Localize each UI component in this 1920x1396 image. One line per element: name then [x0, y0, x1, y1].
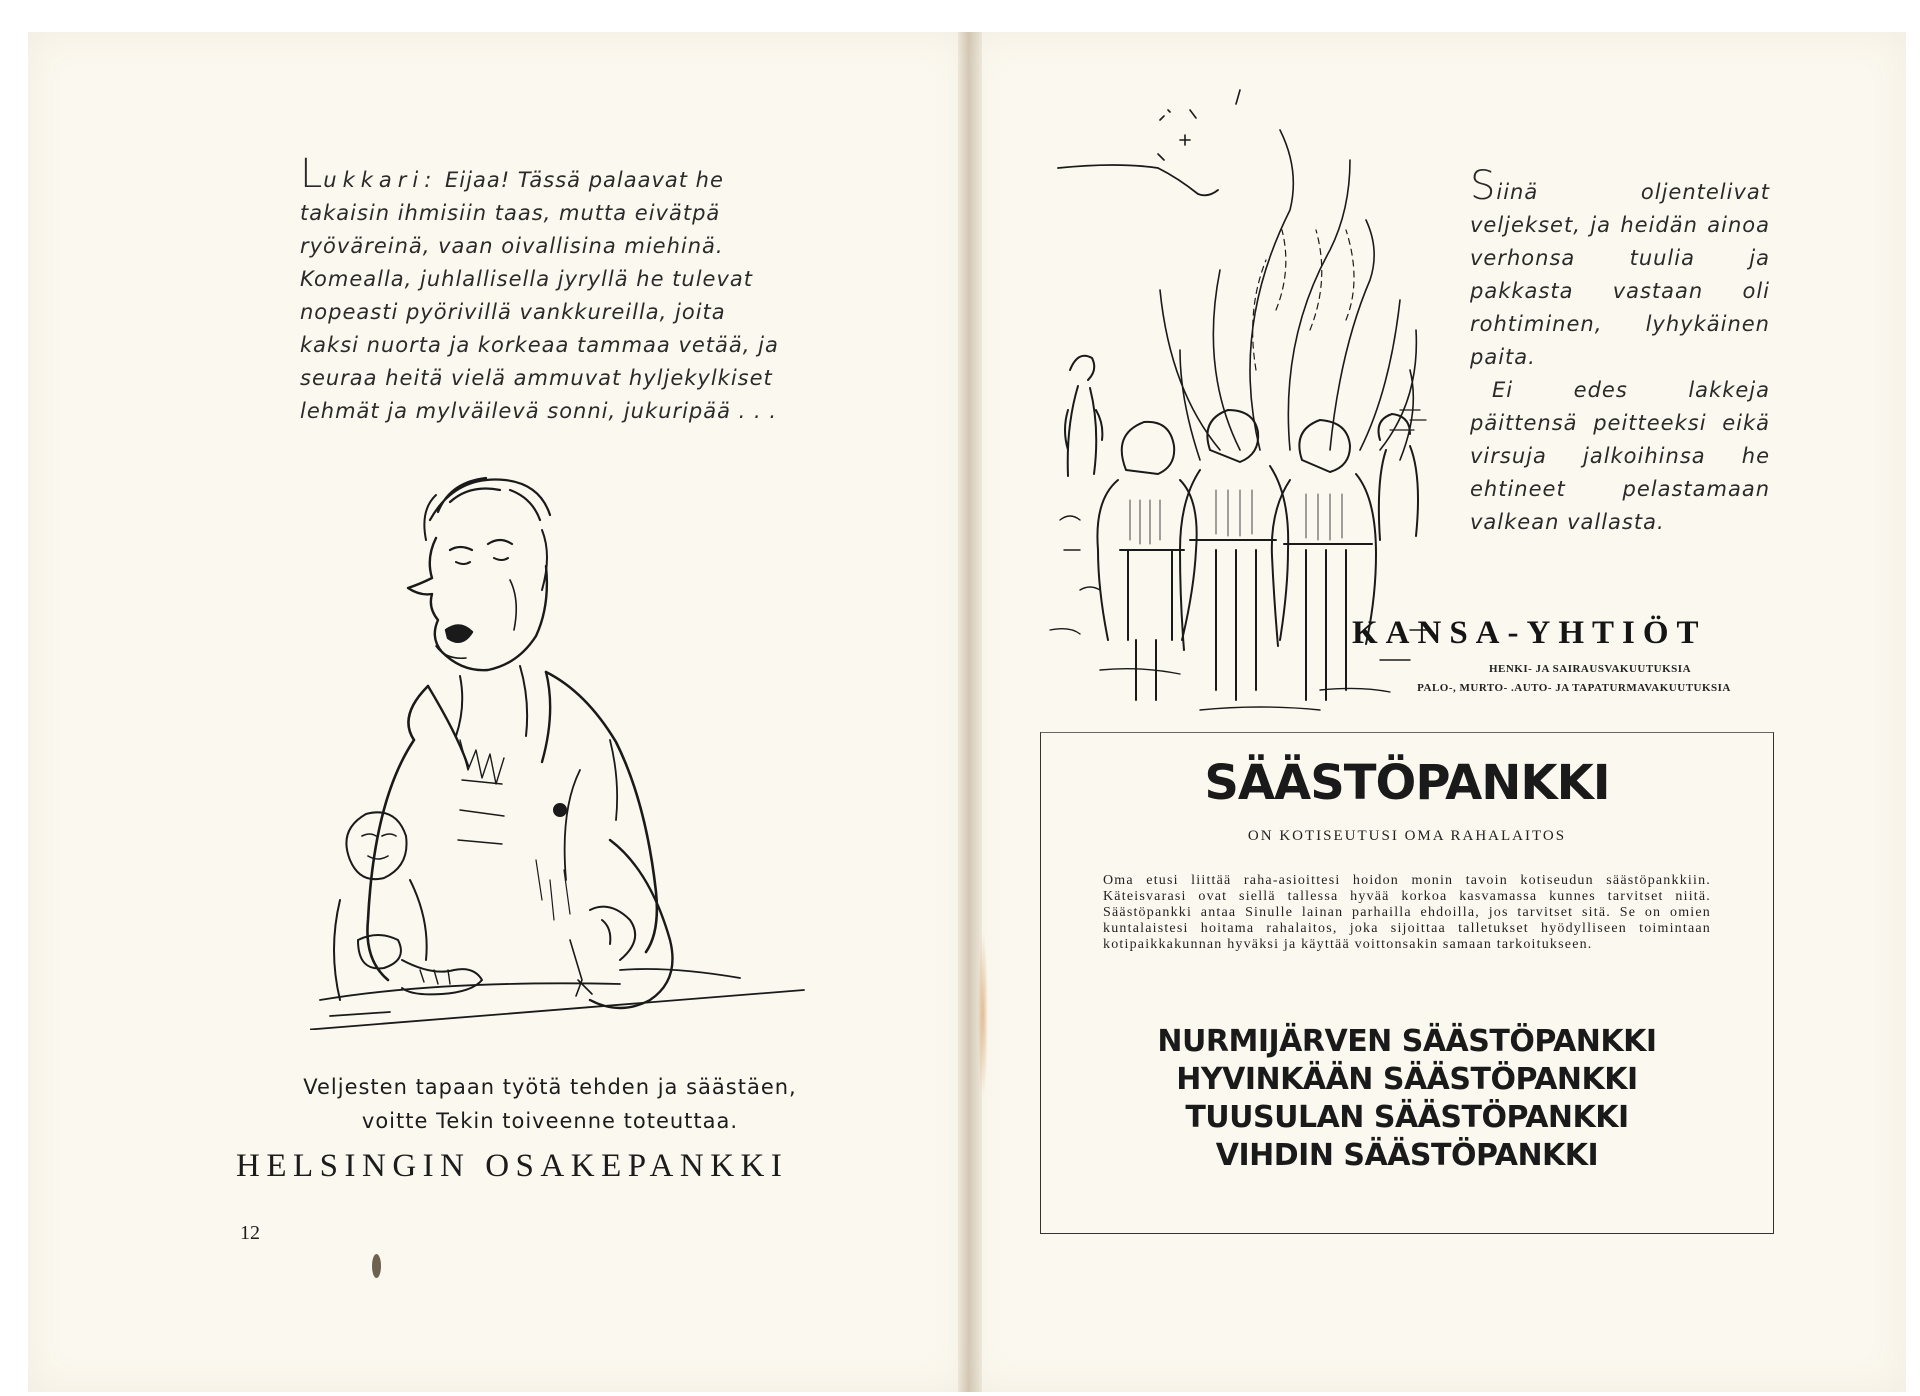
slogan-line-2: voitte Tekin toiveenne toteuttaa. — [361, 1109, 739, 1133]
saastopankki-body: Oma etusi liittää raha-asioittesi hoidon monin tavoin kotiseudun säästöpankkiin. Käteisvarasi ovat siellä tallessa hyvää korkoa kasvamassa kunnes tarvitset niitä. Säästöpankki antaa Sinulle lainan parhailla ehdoilla, jos tarvitset sitä. Se on omien kuntalaistesi hoitama rahalaitos, joka sijoittaa talletukset hyödylliseen toimintaan kotipaikkakunnan hyväksi ja käyttää voittonsakin samaan tarkoitukseen. — [1103, 873, 1711, 952]
bank-name-helsingin-osakepankki: HELSINGIN OSAKEPANKKI — [236, 1148, 789, 1184]
siina-paragraph-2: Ei edes lakkeja päittensä peitteeksi eikä virsuja jalkoihinsa he ehtineet pelastamaan valkean vallasta. — [1470, 378, 1770, 534]
saastopankki-subtitle: ON KOTISEUTUSI OMA RAHALAITOS — [1247, 828, 1567, 844]
ink-smudge — [372, 1254, 381, 1278]
bank-vihti: VIHDIN SÄÄSTÖPANKKI — [1215, 1138, 1599, 1173]
lukkari-text-block — [300, 151, 780, 428]
caricature-illustration — [310, 440, 810, 1030]
saastopankki-bank-list — [1041, 1023, 1773, 1175]
slogan-line-1: Veljesten tapaan työtä tehden ja säästäen, — [303, 1075, 797, 1099]
lukkari-dropcap: L — [300, 151, 324, 197]
bank-tuusula: TUUSULAN SÄÄSTÖPANKKI — [1185, 1100, 1629, 1135]
book-gutter — [958, 32, 982, 1392]
bank-hyvinkaa: HYVINKÄÄN SÄÄSTÖPANKKI — [1176, 1062, 1638, 1097]
gutter-stain — [978, 930, 988, 1100]
siina-text-block — [1470, 163, 1770, 539]
page-number: 12 — [240, 1222, 260, 1244]
lukkari-paragraph: Eijaa! Tässä palaavat he takaisin ihmisiin taas, mutta eivätpä ryöväreinä, vaan oivallisina miehinä. Komealla, juhlallisella jyryllä he tulevat nopeasti pyörivillä vankkureilla, joita kaksi nuorta ja korkeaa tammaa vetää, ja seuraa heitä vielä ammuvat hyljekylkiset lehmät ja mylväilevä sonni, jukuripää . . . — [300, 168, 779, 423]
kansa-yhtiot-subtitle-1: HENKI- JA SAIRAUSVAKUUTUKSIA — [1488, 663, 1692, 675]
kansa-yhtiot-title: KANSA-YHTIÖT — [1352, 615, 1707, 651]
siina-dropcap: S — [1470, 163, 1497, 209]
saastopankki-advertisement — [1040, 732, 1774, 1234]
siina-paragraph-1 — [1470, 163, 1770, 374]
saastopankki-title: SÄÄSTÖPANKKI — [1204, 755, 1610, 811]
bank-slogan — [240, 1070, 860, 1138]
bank-nurmijarvi: NURMIJÄRVEN SÄÄSTÖPANKKI — [1157, 1024, 1657, 1059]
kansa-yhtiot-subtitle-2: PALO-, MURTO- .AUTO- JA TAPATURMAVAKUUTUKSIA — [1417, 682, 1731, 694]
siina-paragraph-1-text: iinä oljentelivat veljekset, ja heidän ainoa verhonsa tuulia ja pakkasta vastaan oli rohtiminen, lyhykäinen paita. — [1470, 180, 1770, 369]
lukkari-speaker: ukkari: — [323, 168, 438, 192]
